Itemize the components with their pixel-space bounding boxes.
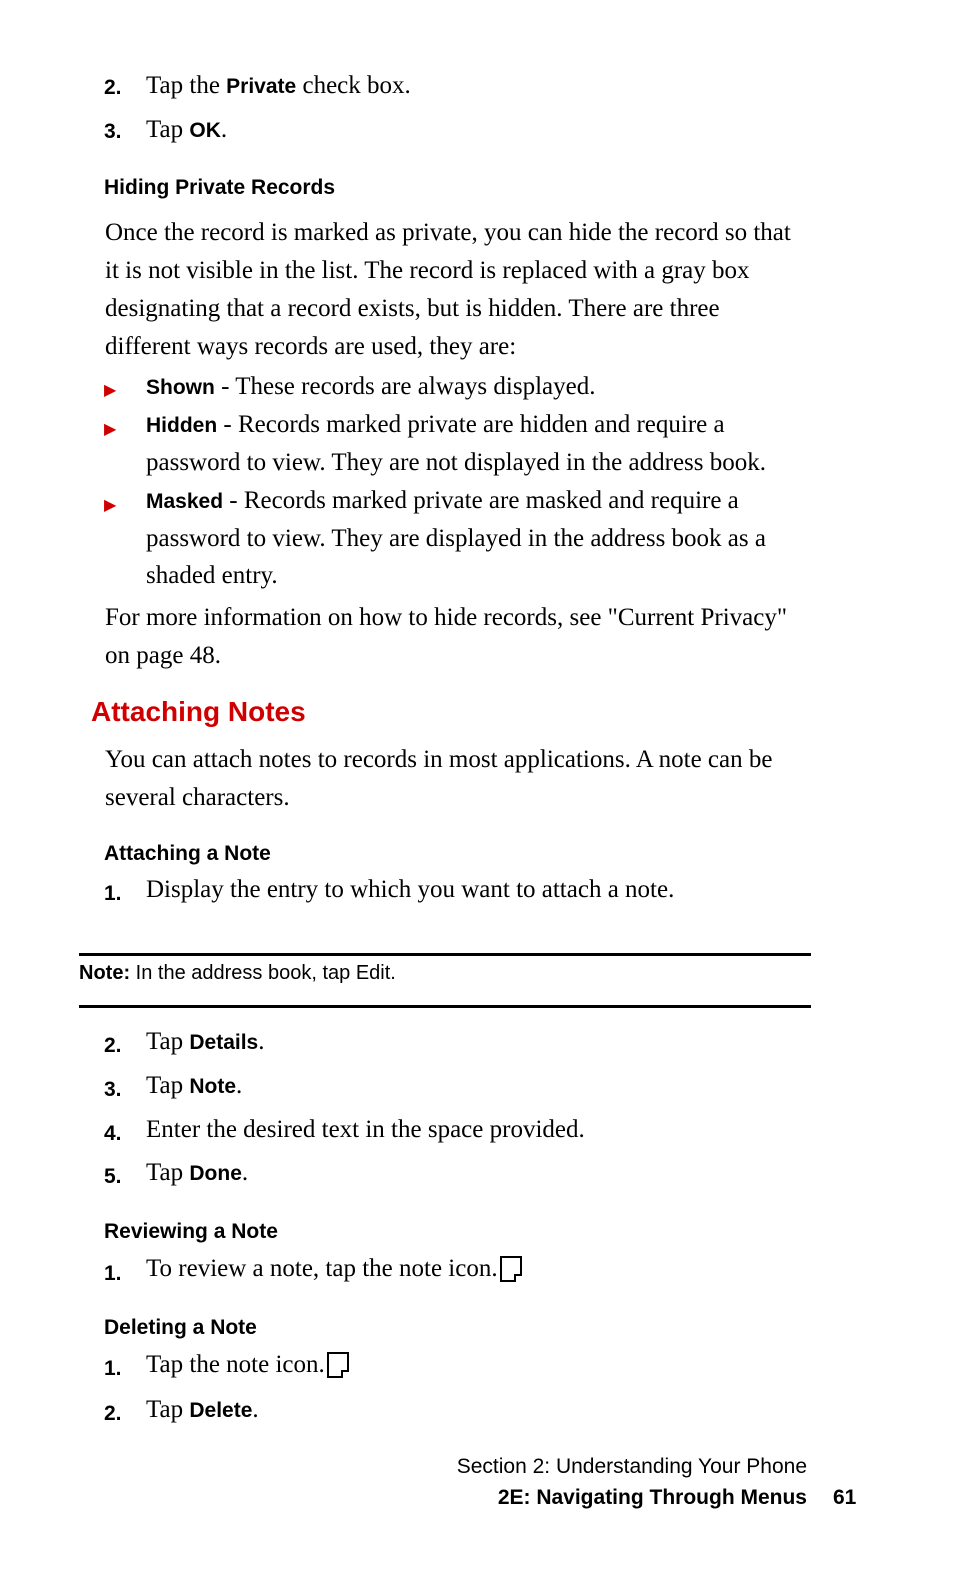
more-info: For more information on how to hide records, see "Current Privacy" on page 48. <box>105 604 788 669</box>
note-bottom-rule <box>79 1005 811 1008</box>
hiding-intro: Once the record is marked as private, you can hide the record so that it is not visible in the list. The record is replaced with a gray box designating that a record exists, but is hidden. There are three different ways records are used, they are: <box>105 219 791 360</box>
step-number: 5. <box>104 1165 122 1188</box>
step-number: 2. <box>104 1034 122 1057</box>
bullet-masked: Masked - Records marked private are masked and require a password to view. They are displayed in the address book as a shaded entry. <box>146 487 766 589</box>
step-text: Display the entry to which you want to attach a note. <box>146 876 675 903</box>
step-text: Tap Delete. <box>146 1396 259 1423</box>
page-number: 61 <box>833 1486 857 1509</box>
attaching-subheading: Attaching a Note <box>104 842 271 865</box>
step-number: 1. <box>104 882 122 905</box>
step-number: 3. <box>104 1078 122 1101</box>
note-box: Note: In the address book, tap Edit. <box>79 962 396 984</box>
step-text: Tap Note. <box>146 1072 243 1099</box>
bullet-arrow-icon: ▶ <box>104 382 117 399</box>
step-number: 1. <box>104 1262 122 1285</box>
bullet-hidden: Hidden - Records marked private are hidden and require a password to view. They are not displayed in the address book. <box>146 411 767 476</box>
step-number: 2. <box>104 76 122 99</box>
step-text: Tap the note icon. <box>146 1351 349 1379</box>
reviewing-heading: Reviewing a Note <box>104 1220 278 1243</box>
step-text: Tap Details. <box>146 1028 265 1055</box>
note-icon <box>327 1352 349 1378</box>
footer-section: Section 2: Understanding Your Phone <box>456 1455 807 1478</box>
bullet-arrow-icon: ▶ <box>104 421 117 438</box>
step-number: 3. <box>104 120 122 143</box>
deleting-heading: Deleting a Note <box>104 1316 257 1339</box>
section-title: Attaching Notes <box>91 696 306 727</box>
step-text: Tap OK. <box>146 116 228 143</box>
step-text: Enter the desired text in the space provided. <box>146 1116 585 1143</box>
hiding-heading: Hiding Private Records <box>104 176 336 199</box>
step-text: Tap the Private check box. <box>146 72 411 99</box>
note-icon <box>500 1256 522 1282</box>
step-number: 1. <box>104 1357 122 1380</box>
step-number: 4. <box>104 1122 122 1145</box>
note-top-rule <box>79 953 811 956</box>
bullet-arrow-icon: ▶ <box>104 497 117 514</box>
bullet-shown: Shown - These records are always displayed. <box>146 373 596 400</box>
step-number: 2. <box>104 1402 122 1425</box>
step-text: Tap Done. <box>146 1159 249 1186</box>
footer-chapter: 2E: Navigating Through Menus <box>497 1486 807 1509</box>
attaching-intro: You can attach notes to records in most applications. A note can be several characters. <box>105 746 773 811</box>
step-text: To review a note, tap the note icon. <box>146 1255 522 1283</box>
